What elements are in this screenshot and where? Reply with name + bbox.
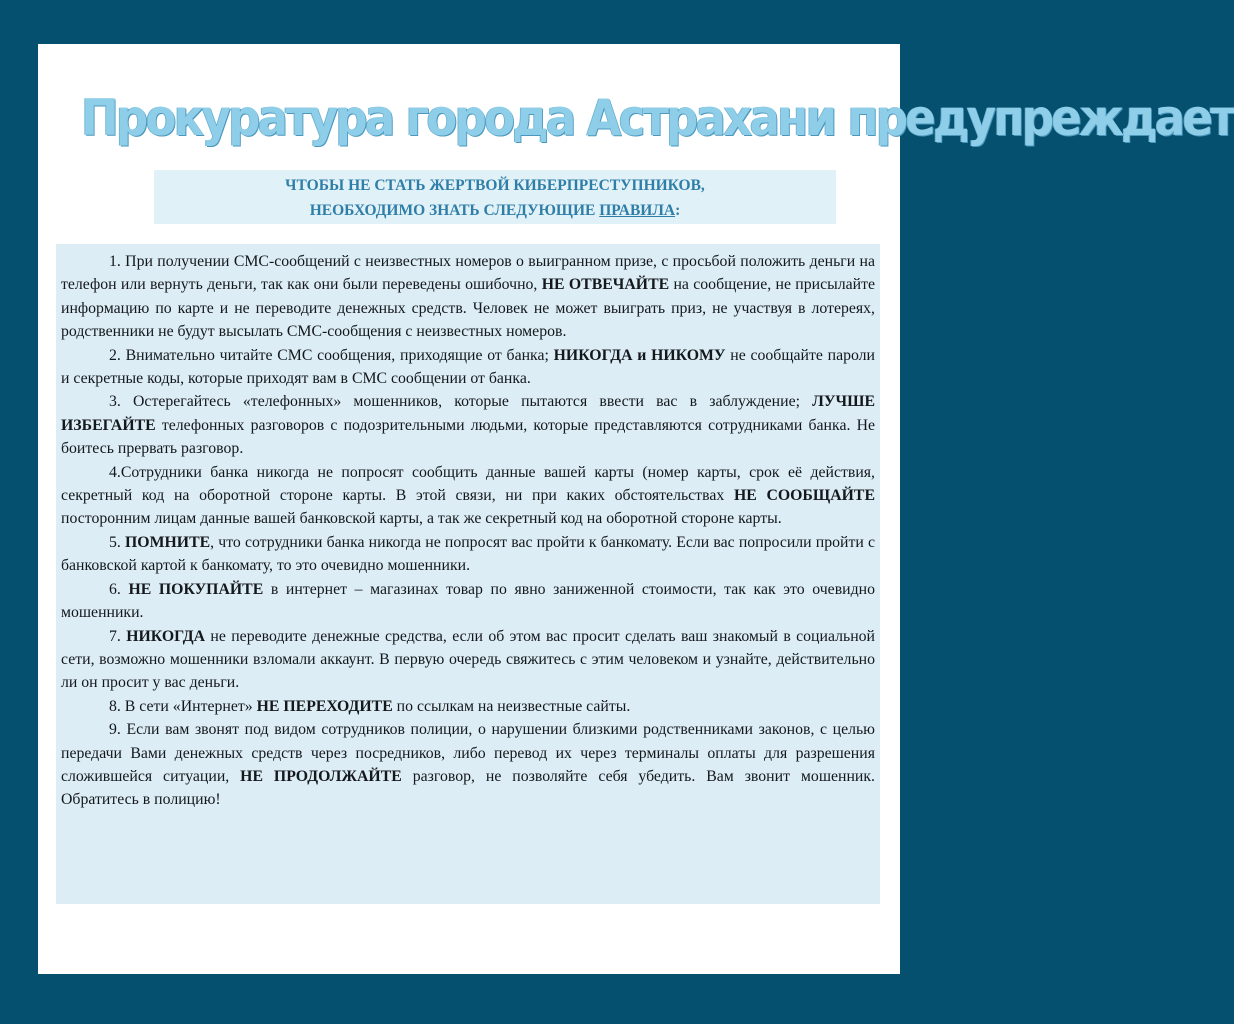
rule-text: 5.: [109, 533, 126, 551]
rule-text: , что сотрудники банка никогда не попросят вас пройти к банкомату. Если вас попросили пройти с банковской картой к банкомату, то это очевидно мошенники.: [61, 533, 876, 575]
notice-box: [154, 170, 836, 224]
rule-text: телефонных разговоров с подозрительными людьми, которые представляются сотрудниками банка. Не боитесь прервать разговор.: [61, 416, 875, 458]
rule-emphasis: ПОМНИТЕ: [125, 533, 211, 551]
rule-item: [61, 531, 875, 578]
rule-item: [61, 461, 875, 531]
rule-emphasis: ЛУЧШЕ ИЗБЕГАЙТЕ: [61, 393, 875, 434]
rule-text: посторонним лицам данные вашей банковской карты, а так же секретный код на оборотной стороне карты.: [61, 510, 782, 528]
rule-text: 4.Сотрудники банка никогда не попросят сообщить данные вашей карты (номер карты, срок её действия, секретный код на оборотной стороне карты. В этой связи, ни при каких обстоятельствах: [61, 463, 875, 505]
rule-text: 9. Если вам звонят под видом сотрудников полиции, о нарушении близкими родственниками законов, с целью передачи Вами денежных средств через посредников, либо перевод их через терминалы оплаты для разрешения сложившейся ситуации,: [61, 721, 875, 785]
rule-emphasis: НЕ ПРОДОЛЖАЙТЕ: [240, 767, 402, 785]
rule-text: в интернет – магазинах товар по явно заниженной стоимости, так как это очевидно мошенники.: [61, 580, 875, 622]
rule-emphasis: НЕ ОТВЕЧАЙТЕ: [541, 276, 670, 294]
rule-item: [61, 695, 875, 718]
rule-text: 7.: [109, 627, 127, 645]
notice-colon: :: [675, 202, 681, 219]
notice-line-1: ЧТОБЫ НЕ СТАТЬ ЖЕРТВОЙ КИБЕРПРЕСТУПНИКОВ,: [285, 177, 705, 194]
rule-emphasis: НЕ ПЕРЕХОДИТЕ: [256, 697, 393, 715]
rule-text: 6.: [109, 580, 129, 598]
rule-text: не сообщайте пароли и секретные коды, которые приходят вам в СМС сообщении от банка.: [61, 346, 876, 388]
rule-item: [61, 718, 875, 812]
rule-emphasis: НИКОГДА: [126, 627, 206, 645]
rules-word: ПРАВИЛА: [599, 202, 676, 219]
rule-item: [61, 625, 875, 695]
poster-title: Прокуратура города Астрахани предупреждает: [81, 89, 1234, 147]
rule-emphasis: НЕ СООБЩАЙТЕ: [733, 487, 875, 505]
rule-text: 1. При получении СМС-сообщений с неизвестных номеров о выигранном призе, с просьбой положить деньги на телефон или вернуть деньги, так как они были переведены ошибочно,: [61, 253, 875, 294]
notice-line-2: [154, 198, 836, 223]
rule-text: разговор, не позволяйте себя убедить. Вам звонит мошенник. Обратитесь в полицию!: [61, 767, 875, 809]
rule-text: 8. В сети «Интернет»: [109, 697, 257, 715]
rule-text: 2. Внимательно читайте СМС сообщения, приходящие от банка;: [109, 346, 554, 364]
rule-item: [61, 250, 875, 344]
rule-text: по ссылкам на неизвестные сайты.: [392, 697, 631, 715]
rules-list: [56, 244, 880, 904]
rule-item: [61, 390, 875, 460]
rule-emphasis: НИКОГДА и НИКОМУ: [553, 346, 726, 364]
rule-emphasis: НЕ ПОКУПАЙТЕ: [128, 580, 264, 598]
rule-text: 3. Остерегайтесь «телефонных» мошенников, которые пытаются ввести вас в заблуждение;: [109, 393, 813, 411]
poster-sheet: [38, 44, 1234, 974]
rule-text: не переводите денежные средства, если об этом вас просит сделать ваш знакомый в социальной сети, возможно мошенники взломали аккаунт. В первую очередь свяжитесь с этим человеком и узнайте, действительно ли он просит у вас деньги.: [61, 627, 875, 692]
rule-item: [61, 578, 875, 625]
rule-text: на сообщение, не присылайте информацию по карте и не переводите денежных средств. Человек не может выиграть приз, не участвуя в лотереях, родственники не будут высылать СМС-сообщения с неизвестных номеров.: [61, 276, 875, 341]
notice-line-2-text: НЕОБХОДИМО ЗНАТЬ СЛЕДУЮЩИЕ: [309, 202, 600, 219]
rule-item: [61, 344, 875, 391]
